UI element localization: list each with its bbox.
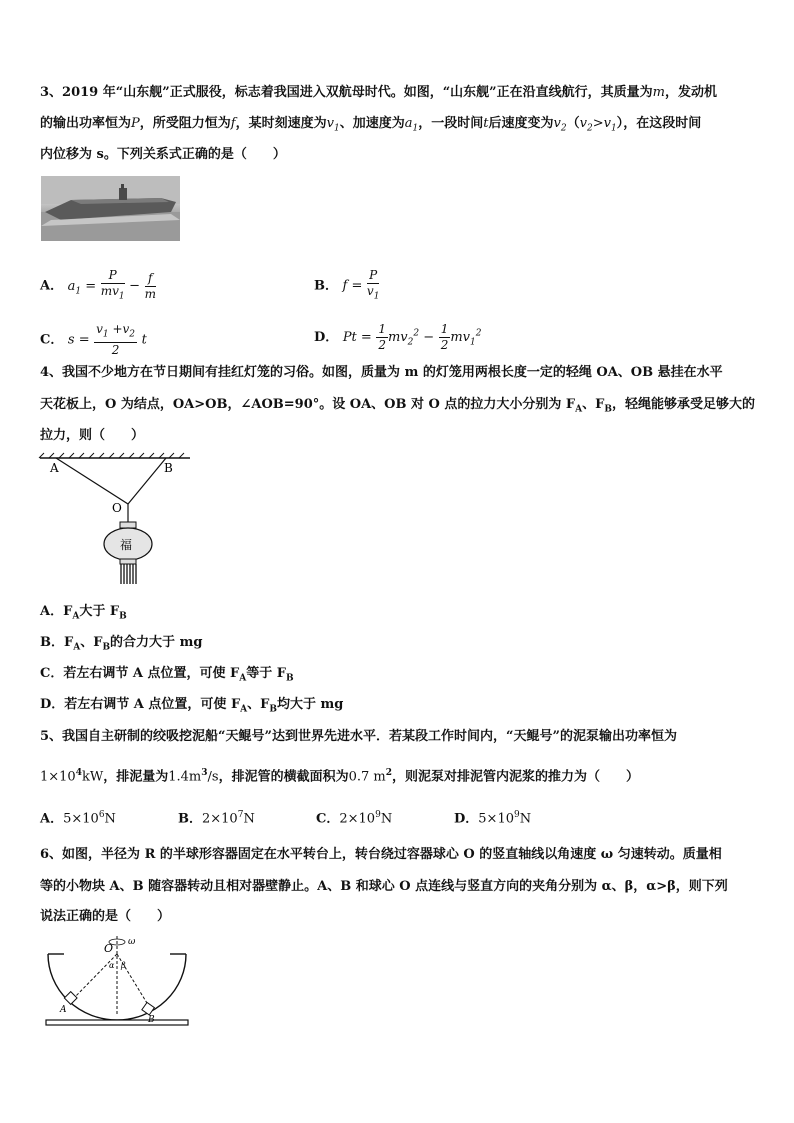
alpha-label: α	[109, 961, 115, 970]
q3-option-a[interactable]: A． $a_1$ = $\frac{P}{mv_1}$ − $\frac{f}{m}$	[40, 268, 156, 302]
block-b-label: B	[148, 1015, 155, 1025]
q6-line-3: 说法正确的是（ ）	[40, 909, 171, 924]
lantern-diagram	[38, 452, 198, 587]
q4-option-a[interactable]: A．$F_A$大于 $F_B$	[40, 604, 127, 622]
q3-line-2: 的输出功率恒为P，所受阻力恒为f，某时刻速度为$v_1$、加速度为$a_1$，一段时间t后速度变为$v_2(v_2>v_1)$，在这段时间	[40, 116, 702, 134]
q5-line-2: $1\times 10^4kW$，排泥量为$1.4m^3/s$，排泥管的横截面积为0.7 $m^2$，则泥泵对排泥管内泥浆的推力为（ ）	[40, 768, 640, 785]
omega-label: ω	[128, 937, 136, 947]
q4-line-1: 4、我国不少地方在节日期间有挂红灯笼的习俗。如图，质量为 m 的灯笼用两根长度一定的轻绳 OA、OB 悬挂在水平	[40, 365, 723, 380]
point-b-label: B	[164, 461, 173, 475]
point-o-label: O	[112, 501, 122, 515]
q5-line-1: 5、我国自主研制的绞吸挖泥船“天鲲号”达到世界先进水平．若某段工作时间内，“天鲲号”的泥泵输出功率恒为	[40, 729, 677, 744]
center-o-label: O	[104, 942, 114, 955]
q4-option-d[interactable]: D．若左右调节 A 点位置，可使 $F_A$、$F_B$均大于 mg	[40, 697, 344, 715]
q4-option-c[interactable]: C．若左右调节 A 点位置，可使 $F_A$等于 $F_B$	[40, 666, 294, 684]
q5-option-b[interactable]: B．$2\times 10^7N$	[178, 810, 255, 827]
q5-option-c[interactable]: C．$2\times 10^9N$	[316, 810, 393, 827]
q4-line-3: 拉力，则（ ）	[40, 428, 145, 443]
q3-option-d[interactable]: D． Pt = $\frac{1}{2}$ $mv_2^2$ − $\frac{1}{2}$ $mv_1^2$	[314, 322, 482, 352]
q3-line-3: 内位移为 s。下列关系式正确的是（ ）	[40, 147, 286, 162]
q4-line-2: 天花板上，O 为结点，OA>OB，∠AOB=90°。设 OA、OB 对 O 点的拉力大小分别为 $F_A$、$F_B$，轻绳能够承受足够大的	[40, 397, 755, 415]
q4-option-b[interactable]: B．$F_A$、$F_B$的合力大于 mg	[40, 635, 203, 653]
beta-label: β	[121, 961, 126, 970]
q3-line-1: 3、2019 年“山东舰”正式服役，标志着我国进入双航母时代。如图，“山东舰”正在沿直线航行，其质量为m，发动机	[40, 85, 718, 100]
lantern-character: 福	[120, 538, 133, 552]
q6-line-2: 等的小物块 A、B 随容器转动且相对器壁静止。A、B 和球心 O 点连线与竖直方向的夹角分别为 α、β，α>β，则下列	[40, 879, 728, 894]
aircraft-carrier-photo	[41, 176, 180, 241]
point-a-label: A	[50, 461, 59, 475]
q5-option-d[interactable]: D．$5\times 10^9N$	[454, 810, 532, 827]
block-a-label: A	[60, 1005, 67, 1015]
q6-line-1: 6、如图，半径为 R 的半球形容器固定在水平转台上，转台绕过容器球心 O 的竖直轴线以角速度 ω 匀速转动。质量相	[40, 847, 722, 862]
hemisphere-diagram	[44, 934, 194, 1029]
carrier-illustration	[41, 176, 180, 241]
q3-option-c[interactable]: C． s = $\frac{v_1 +v_2}{2}$ t	[40, 322, 147, 358]
q3-option-b[interactable]: B． f = $\frac{P}{v_1}$	[314, 268, 380, 302]
q5-option-a[interactable]: A．$5\times 10^6N$	[40, 810, 116, 827]
